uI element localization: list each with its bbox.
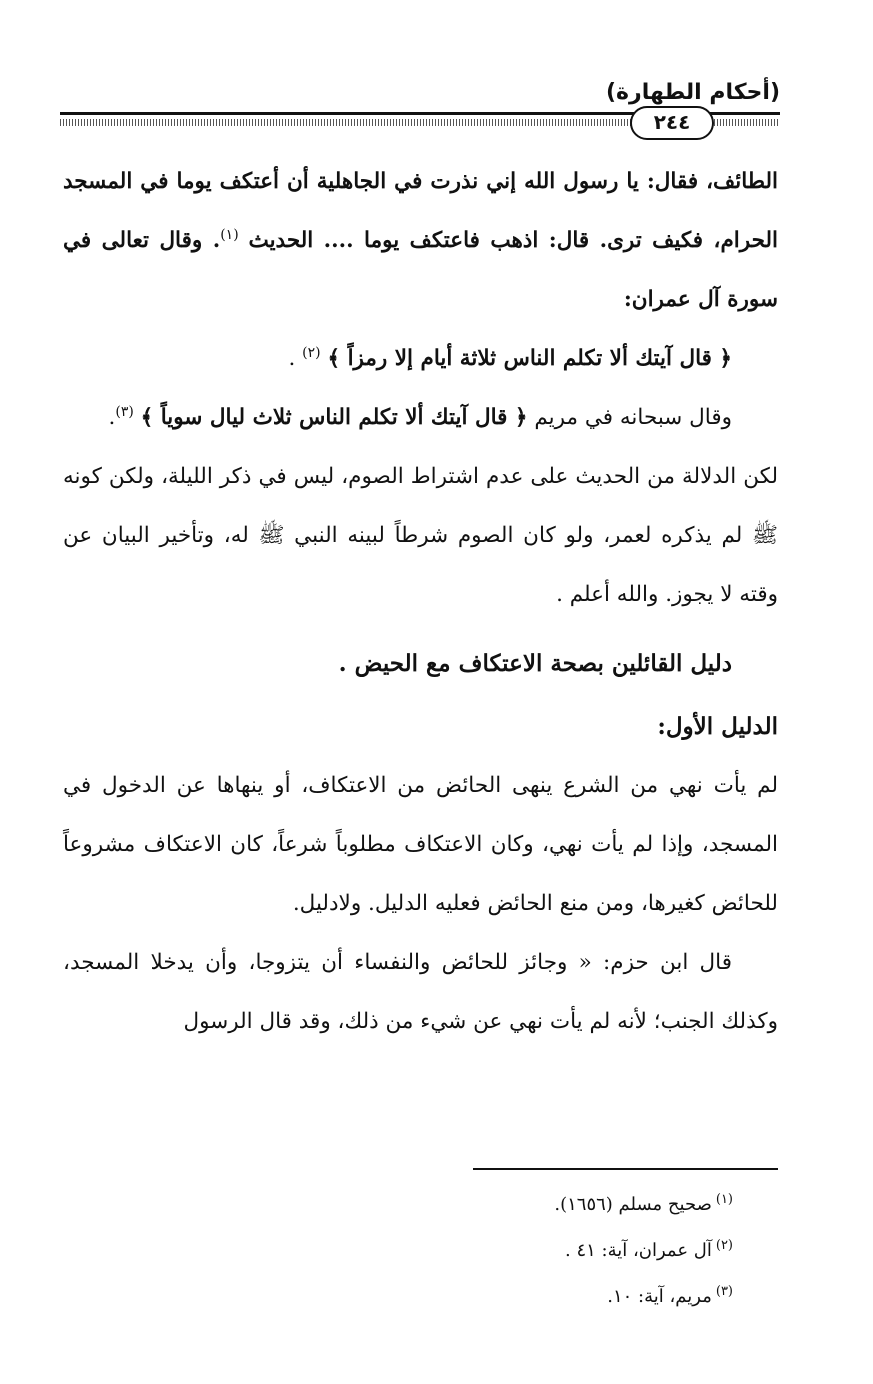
footnote-ref-2: (٢): [302, 344, 321, 361]
book-title: (أحكام الطهارة): [605, 80, 780, 105]
footnote-3-text: مريم، آية: ١٠.: [607, 1286, 712, 1307]
ayah-1: ﴿ قال آيتك ألا تكلم الناس ثلاثة أيام إلا رمزاً ﴾: [327, 346, 732, 371]
footnote-1-number: (١): [715, 1192, 733, 1207]
paragraph-5: قال ابن حزم: « وجائز للحائض والنفساء أن يتزوجا، وأن يدخلا المسجد، وكذلك الجنب؛ لأنه لم يأت نهي عن شيء من ذلك، وقد قال الرسول: [63, 950, 778, 1034]
ayah-2: ﴿ قال آيتك ألا تكلم الناس ثلاث ليال سوياً ﴾: [140, 405, 528, 430]
paragraph-3: لكن الدلالة من الحديث على عدم اشتراط الصوم، ليس في ذكر الليلة، ولكن كونه ﷺ لم يذكره لعمر، ولو كان الصوم شرطاً لبينه النبي ﷺ له، وتأخير البيان عن وقته لا يجوز. والله أعلم .: [63, 464, 778, 607]
paragraph-1-text: الطائف، فقال: يا رسول الله إني نذرت في الجاهلية أن أعتكف يوما في المسجد الحرام، فكيف ترى. قال: اذهب فاعتكف يوما .... الحديث: [63, 169, 778, 253]
footnote-2-text: آل عمران، آية: ٤١ .: [564, 1240, 712, 1261]
footnote-3: [233, 1274, 733, 1320]
paragraph-2-text: وقال سبحانه في مريم: [534, 405, 732, 430]
ayah-1-line: [63, 329, 778, 388]
footnote-1-text: صحيح مسلم (١٦٥٦).: [554, 1194, 712, 1215]
paragraph-4: لم يأت نهي من الشرع ينهى الحائض من الاعتكاف، أو ينهاها عن الدخول في المسجد، وإذا لم يأت نهي، وكان الاعتكاف مطلوباً شرعاً، كان الاعتكاف مشروعاً للحائض كغيرها، ومن منع الحائض فعليه الدليل. ولادليل.: [63, 773, 778, 916]
paragraph-2: [63, 388, 778, 447]
footnote-1: [233, 1182, 733, 1228]
page-header: [60, 72, 780, 142]
footnote-3-number: (٣): [715, 1284, 733, 1299]
footnote-separator: [473, 1168, 778, 1170]
footnote-2: [233, 1228, 733, 1274]
main-text: [63, 152, 778, 1051]
footnote-ref-3: (٣): [115, 403, 134, 420]
ayah-1-tail: .: [288, 346, 303, 371]
section-heading: دليل القائلين بصحة الاعتكاف مع الحيض .: [338, 650, 732, 677]
footnote-2-number: (٢): [715, 1238, 733, 1253]
footnote-ref-1: (١): [220, 226, 239, 243]
paragraph-1: [63, 152, 778, 329]
paragraph-2-tail: .: [108, 405, 116, 430]
subsection-heading: الدليل الأول:: [657, 713, 778, 740]
paragraph-1-tail: . وقال تعالى في سورة آل عمران:: [63, 228, 778, 312]
page-number: ٢٤٤: [630, 106, 714, 140]
footnotes: [233, 1182, 733, 1320]
